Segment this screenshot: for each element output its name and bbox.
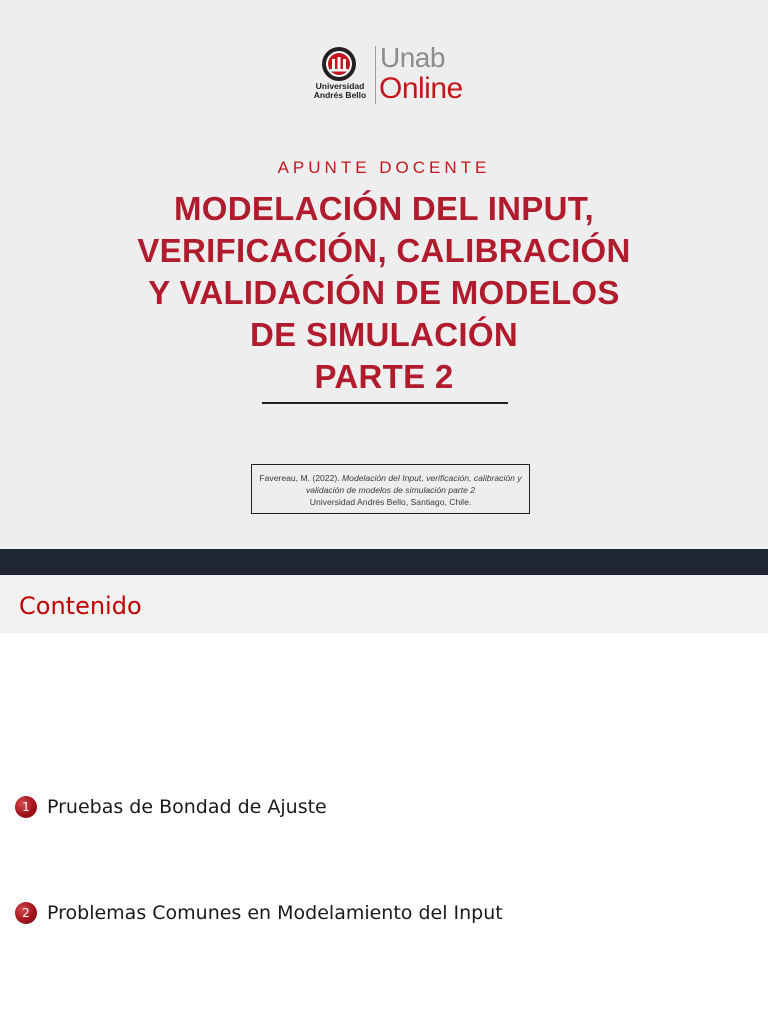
toc-item[interactable] <box>15 794 327 820</box>
document-title <box>60 188 708 398</box>
toc-item[interactable] <box>15 900 503 926</box>
citation-publisher: Universidad Andrés Bello, Santiago, Chile. <box>309 497 472 507</box>
logo-divider <box>375 46 376 104</box>
toc-item-label: Problemas Comunes en Modelamiento del Input <box>47 902 503 924</box>
unab-online-logo <box>307 44 477 106</box>
university-name: Universidad Andrés Bello <box>313 81 367 100</box>
title-line: MODELACIÓN DEL INPUT, <box>173 190 595 227</box>
toc-item-label: Pruebas de Bondad de Ajuste <box>47 796 327 818</box>
title-line: VERIFICACIÓN, CALIBRACIÓN <box>137 232 631 269</box>
brand-unab: Unab <box>380 42 445 73</box>
title-line: DE SIMULACIÓN <box>250 316 518 353</box>
citation-author: Favereau, M. (2022). <box>259 473 340 483</box>
document-kicker: APUNTE DOCENTE <box>277 158 491 177</box>
page-separator-band <box>0 549 768 575</box>
title-line: Y VALIDACIÓN DE MODELOS <box>148 274 620 311</box>
brand-online: Online <box>379 72 463 105</box>
slide-title: Contenido <box>19 592 142 620</box>
toc-number-badge: 2 <box>15 902 37 924</box>
slide-header <box>0 575 768 633</box>
toc-number-badge: 1 <box>15 796 37 818</box>
title-underline <box>262 402 508 404</box>
citation-title: Modelación del Input, verificación, calibración y validación de modelos de simulación parte 2 <box>305 473 522 495</box>
university-crest-icon <box>321 46 357 82</box>
citation-box <box>251 464 530 514</box>
title-line: PARTE 2 <box>314 358 454 395</box>
